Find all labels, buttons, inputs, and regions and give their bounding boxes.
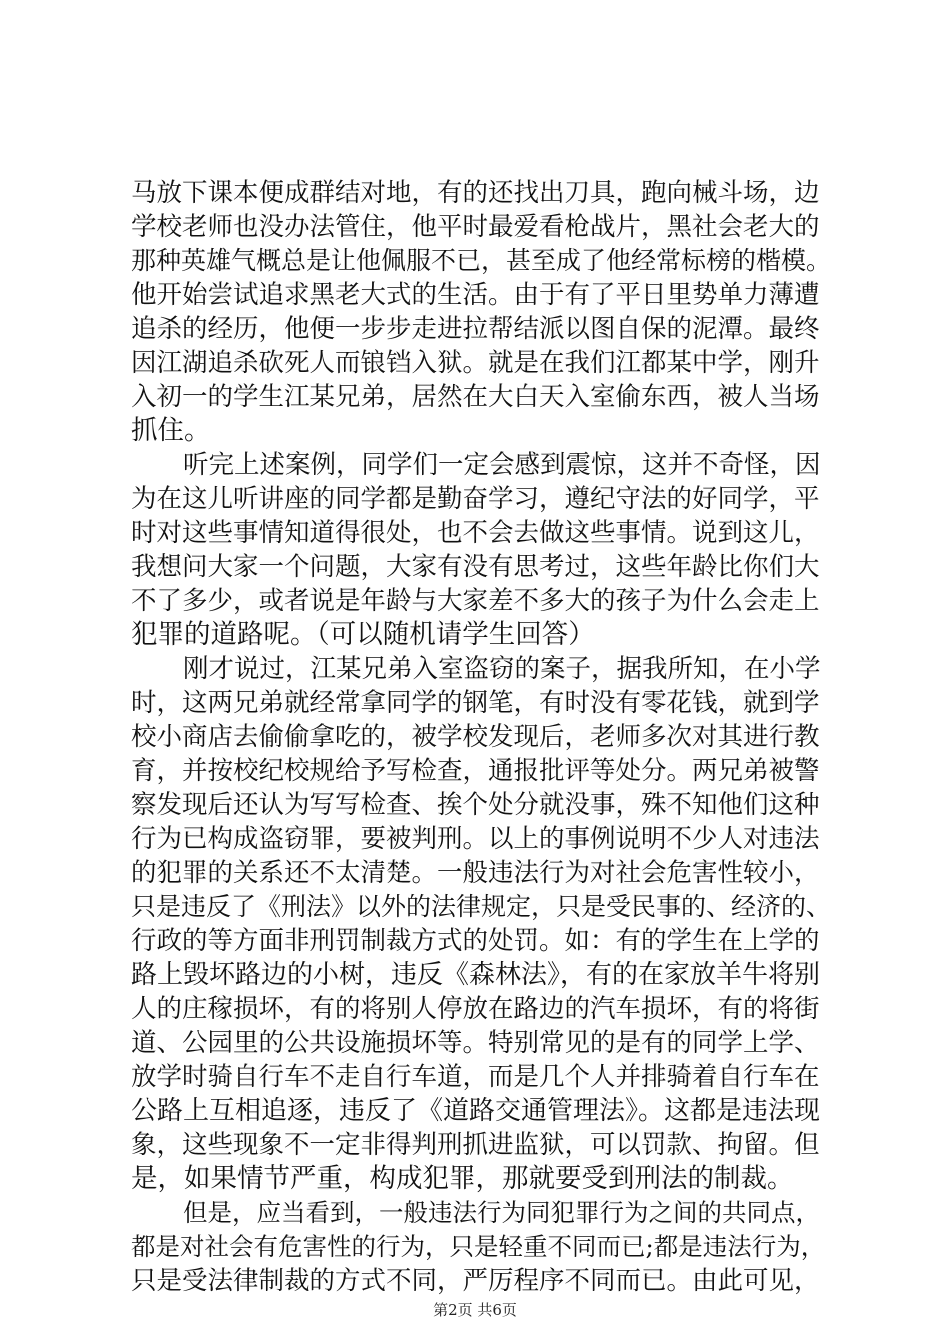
page-number-footer: 第2页 共6页 — [433, 1301, 517, 1319]
text-line: 抓住。 — [131, 415, 211, 446]
text-line: 行为已构成盗窃罪，要被判刑。以上的事例说明不少人对违法 — [131, 824, 820, 854]
text-line: 公路上互相追逐，违反了《道路交通管理法》。这都是违法现 — [131, 1096, 821, 1126]
paragraph-start-line: 但是，应当看到，一般违法行为同犯罪行为之间的共同点， — [183, 1198, 820, 1227]
text-line: 我想问大家一个问题，大家有没有思考过，这些年龄比你们大 — [131, 552, 820, 582]
text-line: 只是受法律制裁的方式不同，严厉程序不同而已。由此可见， — [131, 1266, 820, 1296]
text-line: 察发现后还认为写写检查、挨个处分就没事，殊不知他们这种 — [131, 790, 820, 820]
text-line: 行政的等方面非刑罚制裁方式的处罚。如：有的学生在上学的 — [131, 926, 820, 956]
text-line: 放学时骑自行车不走自行车道，而是几个人并排骑着自行车在 — [131, 1062, 820, 1092]
text-line: 为在这儿听讲座的同学都是勤奋学习，遵纪守法的好同学，平 — [131, 484, 820, 514]
text-line: 是，如果情节严重，构成犯罪，那就要受到刑法的制裁。 — [131, 1163, 794, 1194]
text-line: 入初一的学生江某兄弟，居然在大白天入室偷东西，被人当场 — [131, 382, 820, 412]
text-line: 因江湖追杀砍死人而锒铛入狱。就是在我们江都某中学，刚升 — [131, 348, 820, 378]
text-line: 时，这两兄弟就经常拿同学的钢笔，有时没有零花钱，就到学 — [131, 688, 820, 718]
paragraph-start-line: 刚才说过，江某兄弟入室盗窃的案子，据我所知，在小学 — [183, 654, 821, 684]
text-line: 都是对社会有危害性的行为，只是轻重不同而已;都是违法行为， — [131, 1232, 826, 1261]
text-line: 校小商店去偷偷拿吃的，被学校发现后，老师多次对其进行教 — [131, 722, 820, 752]
text-line: 时对这些事情知道得很处，也不会去做这些事情。说到这儿， — [131, 518, 820, 548]
text-line: 路上毁坏路边的小树，违反《森林法》，有的在家放羊牛将别 — [131, 960, 821, 990]
text-line: 只是违反了《刑法》以外的法律规定，只是受民事的、经济的、 — [131, 892, 832, 921]
text-line: 的犯罪的关系还不太清楚。一般违法行为对社会危害性较小， — [131, 858, 820, 888]
text-line: 育，并按校纪校规给予写检查，通报批评等处分。两兄弟被警 — [131, 756, 820, 786]
text-line: 学校老师也没办法管住，他平时最爱看枪战片，黑社会老大的 — [131, 212, 820, 242]
text-line: 犯罪的道路呢。（可以随机请学生回答） — [131, 619, 595, 650]
text-line: 不了多少，或者说是年龄与大家差不多大的孩子为什么会走上 — [131, 586, 820, 616]
text-line: 马放下课本便成群结对地，有的还找出刀具，跑向械斗场，边 — [131, 178, 820, 208]
text-line: 他开始尝试追求黑老大式的生活。由于有了平日里势单力薄遭 — [131, 280, 820, 310]
text-line: 追杀的经历，他便一步步走进拉帮结派以图自保的泥潭。最终 — [131, 314, 820, 344]
paragraph-start-line: 听完上述案例，同学们一定会感到震惊，这并不奇怪，因 — [183, 450, 821, 480]
text-line: 那种英雄气概总是让他佩服不已，甚至成了他经常标榜的楷模。 — [131, 246, 832, 275]
text-line: 象，这些现象不一定非得判刑抓进监狱，可以罚款、拘留。但 — [131, 1130, 820, 1160]
text-line: 人的庄稼损坏，有的将别人停放在路边的汽车损坏，有的将街 — [131, 994, 820, 1024]
text-line: 道、公园里的公共设施损坏等。特别常见的是有的同学上学、 — [131, 1028, 820, 1058]
